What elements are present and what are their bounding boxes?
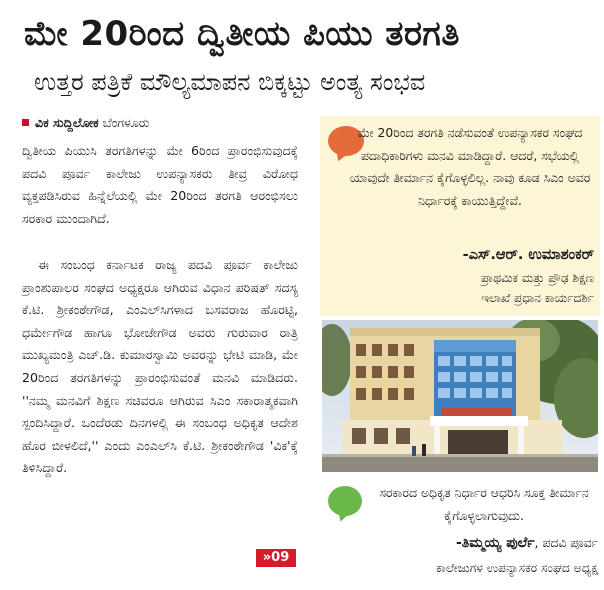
quote-box-1 [320,116,600,316]
quote-2-name: -ತಿಮ್ಮಯ್ಯ ಪುರ್ಲೆ [455,535,535,551]
quote-2-attribution [320,532,598,554]
article-column [0,112,300,582]
subheadline: ಉತ್ತರ ಪತ್ರಿಕೆ ಮೌಲ್ಯಮಾಪನ ಬಿಕ್ಕಟ್ಟು ಅಂತ್ಯ ಸಂಭವ [34,68,426,96]
continued-page-link[interactable]: »09 [256,549,296,567]
byline [22,112,149,134]
byline-source: ವಿಕ ಸುದ್ದಿಲೋಕ [35,115,99,130]
building-illustration [322,320,598,472]
quote-box-2 [320,478,600,586]
headline: ಮೇ 20ರಿಂದ ದ್ವಿತೀಯ ಪಿಯು ತರಗತಿ [24,14,460,54]
quote-1-name: -ಎಸ್.ಆರ್. ಉಮಾಶಂಕರ್ [462,247,594,263]
quote-2-text: ಸರಕಾರದ ಅಧಿಕೃತ ನಿರ್ಧಾರ ಆಧರಿಸಿ ಸೂಕ್ತ ತೀರ್ಮಾನ ಕೈಗೊಳ್ಳಲಾಗುವುದು. [379,485,589,523]
building-photo [322,320,598,472]
quote-1-designation [320,268,594,308]
quote-2-designation-line-1: , ಪದವಿ ಪೂರ್ವ [534,535,598,550]
quote-2-designation-line-2: ಕಾಲೇಜುಗಳ ಉಪನ್ಯಾಸಕರ ಸಂಘದ ಅಧ್ಯಕ್ಷ [436,561,598,575]
byline-place: ಬೆಂಗಳೂರು [102,115,150,130]
quote-1-designation-line-1: ಪ್ರಾಥಮಿಕ ಮತ್ತು ಪ್ರೌಢ ಶಿಕ್ಷಣ [480,271,594,285]
quote-1-designation-line-2: ಇಲಾಖೆ ಪ್ರಧಾನ ಕಾರ್ಯದರ್ಶಿ [481,291,594,305]
bullet-square-icon [22,119,29,126]
article-paragraph-2: ಈ ಸಂಬಂಧ ಕರ್ನಾಟಕ ರಾಜ್ಯ ಪದವಿ ಪೂರ್ವ ಕಾಲೇಜು ಪ್ರಾಂಶುಪಾಲರ ಸಂಘದ ಅಧ್ಯಕ್ಷರೂ ಆಗಿರುವ ವಿಧಾನ ಪರಿಷತ್ ಸದಸ್ಯ ಕೆ.ಟಿ. ಶ್ರೀಕಂಠೇಗೌಡ, ಎಂಎಲ್‌ಸಿಗಳಾದ ಬಸವರಾಜ ಹೊರಟ್ಟಿ, ಧರ್ಮೇಗೌಡ ಹಾಗೂ ಭೋಜೇಗೌಡ ಅವರು ಗುರುವಾರ ರಾತ್ರಿ ಮುಖ್ಯಮಂತ್ರಿ ಎಚ್.ಡಿ. ಕುಮಾರಸ್ವಾಮಿ ಅವರನ್ನು ಭೇಟಿ ಮಾಡಿ, ಮೇ 20ರಿಂದ ತರಗತಿಗಳನ್ನು ಪ್ರಾರಂಭಿಸುವಂತೆ ಮನವಿ ಮಾಡಿದರು. ''ನಮ್ಮ ಮನವಿಗೆ ಶಿಕ್ಷಣ ಸಚಿವರೂ ಆಗಿರುವ ಸಿಎಂ ಸಕಾರಾತ್ಮಕವಾಗಿ ಸ್ಪಂದಿಸಿದ್ದಾರೆ. ಒಂದೆರಡು ದಿನಗಳಲ್ಲಿ ಈ ಸಂಬಂಧ ಅಧಿಕೃತ ಆದೇಶ ಹೊರ ಬೀಳಲಿದೆ,'' ಎಂದು ಎಂಎಲ್‌ಸಿ ಕೆ.ಟಿ. ಶ್ರೀಕಂಠೇಗೌಡ 'ವಿಕ'ಕ್ಕೆ ತಿಳಿಸಿದ್ದಾರೆ. [22,257,298,476]
article-paragraph-1: ದ್ವಿತೀಯ ಪಿಯುಸಿ ತರಗತಿಗಳನ್ನು ಮೇ 6ರಿಂದ ಪ್ರಾರಂಭಿಸುವುದಕ್ಕೆ ಪದವಿ ಪೂರ್ವ ಕಾಲೇಜು ಉಪನ್ಯಾಸಕರು ತೀವ್ರ ವಿರೋಧ ವ್ಯಕ್ತಪಡಿಸಿರುವ ಹಿನ್ನೆಲೆಯಲ್ಲಿ ಮೇ 20ರಿಂದ ತರಗತಿ ಆರಂಭಿಸಲು ಸರಕಾರ ಮುಂದಾಗಿದೆ. [22,143,298,226]
speech-bubble-icon [328,486,362,516]
quote-1-text: ಮೇ 20ರಿಂದ ತರಗತಿ ನಡೆಸುವಂತೆ ಉಪನ್ಯಾಸಕರ ಸಂಘದ ಪದಾಧಿಕಾರಿಗಳು ಮನವಿ ಮಾಡಿದ್ದಾರೆ. ಆದರೆ, ಸಭೆಯಲ್ಲಿ ಯಾವುದೇ ತೀರ್ಮಾನ ಕೈಗೊಳ್ಳಲಿಲ್ಲ. ನಾವು ಕೂಡ ಸಿಎಂ ಅವರ ನಿರ್ಧಾರಕ್ಕೆ ಕಾಯುತ್ತಿದ್ದೇವೆ. [349,125,591,208]
